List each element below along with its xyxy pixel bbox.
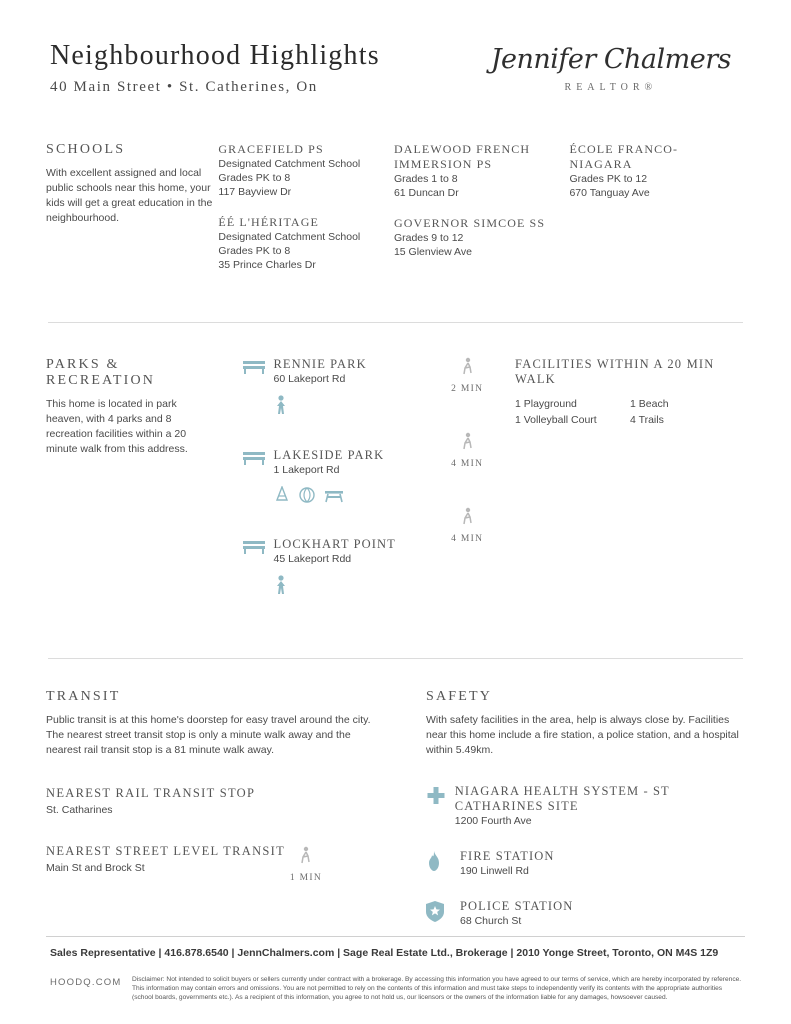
- safety-facility-name: POLICE STATION: [460, 899, 574, 913]
- safety-item: [426, 899, 745, 927]
- school-detail: 61 Duncan Dr: [393, 187, 459, 199]
- transit-intro-text: Public transit is at this home's doorstep for easy travel around the city. The nearest street transit stop is only a minute walk away and the nearest rail transit stop is a 81 minute walk away.: [46, 714, 371, 756]
- school-detail: Grades 1 to 8: [393, 173, 458, 185]
- safety-facility-address: 1200 Fourth Ave: [454, 815, 532, 827]
- footer-disclaimer: Disclaimer: Not intended to solicit buyers or sellers currently under contract with a brokerage. By accessing this information you have agreed to our terms of service, which are hereby incorporated by reference. This information may contain errors and omissions. You are not permitted to rely on the contents of this information and must take steps to independently verify its contents with the appropriate authorities (school boards, governments etc.). As a recipient of this information, you agree to not hold us, our licensors or the owners of the information liable for any damages, howsoever caused.: [132, 976, 742, 1001]
- park-address: 60 Lakeport Rd: [273, 373, 346, 385]
- school-detail: 15 Glenview Ave: [393, 246, 472, 258]
- tennis-icon: [274, 486, 290, 509]
- safety-facility-name: FIRE STATION: [460, 849, 555, 863]
- park-bench-icon: [242, 537, 274, 600]
- playground-icon: [274, 395, 288, 420]
- transit-section: [46, 689, 426, 927]
- school-entry: [394, 142, 558, 200]
- page-title: Neighbourhood Highlights: [50, 40, 380, 71]
- facilities-column: [507, 357, 745, 628]
- facility-item: 4 Trails: [630, 414, 664, 426]
- walk-time-label: 2 MIN: [451, 384, 484, 394]
- walk-time-item: [427, 357, 507, 394]
- parks-intro-column: [46, 357, 214, 628]
- divider-2: [48, 658, 743, 659]
- park-name: RENNIE PARK: [273, 357, 367, 371]
- school-detail: 35 Prince Charles Dr: [218, 259, 316, 271]
- walking-person-icon: [461, 364, 474, 381]
- walking-person-icon: [461, 439, 474, 456]
- school-name: GOVERNOR SIMCOE SS: [393, 216, 546, 230]
- walking-person-icon: [461, 514, 474, 531]
- nearest-street-transit: [46, 844, 386, 883]
- facility-item: 1 Beach: [630, 398, 669, 410]
- school-entry: [218, 215, 382, 272]
- facility-item: 1 Playground: [515, 398, 577, 410]
- title-block: [46, 40, 380, 96]
- school-entry: [394, 216, 558, 259]
- park-address: 45 Lakeport Rdd: [273, 553, 352, 565]
- walk-time-item: [427, 432, 507, 469]
- school-detail: Designated Catchment School: [218, 158, 361, 170]
- safety-facility-name: NIAGARA HEALTH SYSTEM - ST CATHARINES SITE: [454, 784, 670, 813]
- school-detail: 670 Tanguay Ave: [569, 187, 650, 199]
- schools-column-1: [218, 142, 394, 288]
- transit-heading: TRANSIT: [46, 689, 121, 704]
- facilities-grid: [515, 396, 745, 428]
- safety-item: [426, 784, 745, 827]
- street-transit-value: Main St and Brock St: [46, 862, 145, 874]
- walk-time-label: 4 MIN: [451, 534, 484, 544]
- school-detail: Grades PK to 12: [569, 173, 648, 185]
- park-name: LOCKHART POINT: [273, 537, 396, 551]
- street-transit-walk: [290, 846, 322, 883]
- school-detail: Designated Catchment School: [218, 231, 361, 243]
- safety-facility-address: 190 Linwell Rd: [460, 865, 529, 877]
- hoodq-logo: HOODQ.COM: [50, 977, 122, 988]
- playground-icon: [274, 575, 288, 600]
- school-name: DALEWOOD FRENCH IMMERSION PS: [393, 142, 531, 171]
- school-entry: [569, 142, 733, 200]
- park-item: [242, 537, 428, 600]
- nearest-rail-transit: [46, 786, 386, 816]
- park-amenities: [274, 486, 385, 509]
- fire-flame-icon: [426, 849, 460, 877]
- facilities-column-2: [630, 396, 745, 428]
- schools-column-2: [394, 142, 570, 288]
- park-address: 1 Lakeport Rd: [273, 464, 340, 476]
- schools-intro-column: [46, 142, 218, 288]
- parks-heading: PARKS & RECREATION: [46, 357, 156, 388]
- school-detail: Grades PK to 8: [218, 172, 291, 184]
- park-bench-icon: [242, 357, 274, 420]
- rail-transit-value: St. Catharines: [46, 804, 113, 816]
- police-badge-icon: [426, 899, 460, 927]
- street-transit-walk-label: 1 MIN: [289, 873, 322, 883]
- safety-facility-address: 68 Church St: [460, 915, 522, 927]
- schools-intro-text: With excellent assigned and local public schools near this home, your kids will get a great education in the neighbourhood.: [46, 167, 213, 224]
- facilities-heading: FACILITIES WITHIN A 20 MIN WALK: [515, 357, 715, 386]
- schools-section: [46, 142, 745, 288]
- transit-safety-section: [46, 689, 745, 927]
- school-name: ÉÉ L'HÉRITAGE: [218, 215, 319, 229]
- walking-person-icon: [299, 853, 312, 870]
- school-detail: Grades 9 to 12: [393, 232, 464, 244]
- schools-column-3: [569, 142, 745, 288]
- divider-1: [48, 322, 743, 323]
- facility-item: 1 Volleyball Court: [515, 414, 597, 426]
- footer-contact-line: Sales Representative | 416.878.6540 | JennChalmers.com | Sage Real Estate Ltd., Brokerage | 2010 Yonge Street, Toronto, ON M4S 1Z9: [50, 947, 719, 959]
- brand-logo: [491, 40, 745, 93]
- beach-ball-icon: [298, 486, 316, 509]
- park-item: [242, 357, 428, 420]
- walk-times-column: [427, 357, 507, 628]
- document-header: [46, 0, 745, 96]
- walk-time-label: 4 MIN: [451, 459, 484, 469]
- park-amenities: [274, 395, 367, 420]
- parks-list: [214, 357, 428, 628]
- safety-heading: SAFETY: [426, 689, 493, 704]
- schools-heading: SCHOOLS: [46, 142, 126, 157]
- parks-intro-text: This home is located in park heaven, with 4 parks and 8 recreation facilities within a 20 minute walk from this address.: [46, 398, 188, 455]
- footer-bottom: [46, 975, 745, 1002]
- rail-transit-label: NEAREST RAIL TRANSIT STOP: [46, 786, 256, 800]
- park-bench-icon: [242, 448, 274, 509]
- footer-divider: [46, 936, 745, 937]
- safety-item: [426, 849, 745, 877]
- school-detail: 117 Bayview Dr: [218, 186, 292, 198]
- school-name: ÉCOLE FRANCO-NIAGARA: [569, 142, 679, 171]
- street-transit-label: NEAREST STREET LEVEL TRANSIT: [46, 844, 286, 858]
- brand-signature: Jennifer Chalmers: [490, 44, 731, 75]
- brand-realtor-label: REALTOR®: [564, 82, 658, 93]
- school-detail: Grades PK to 8: [218, 245, 291, 257]
- park-name: LAKESIDE PARK: [273, 448, 385, 462]
- hospital-cross-icon: [426, 784, 455, 827]
- page-subtitle: 40 Main Street • St. Catherines, On: [50, 79, 318, 95]
- park-item: [242, 448, 428, 509]
- facilities-column-1: [515, 396, 630, 428]
- walk-time-item: [427, 507, 507, 544]
- school-entry: [218, 142, 382, 199]
- park-amenities: [274, 575, 396, 600]
- parks-section: [46, 357, 745, 628]
- safety-section: [426, 689, 745, 927]
- school-name: GRACEFIELD PS: [218, 142, 324, 156]
- safety-intro-text: With safety facilities in the area, help is always close by. Facilities near this home include a fire station, a police station, and a hospital within 5.49km.: [426, 714, 739, 756]
- document-footer: [46, 936, 745, 1002]
- picnic-table-icon: [324, 486, 344, 509]
